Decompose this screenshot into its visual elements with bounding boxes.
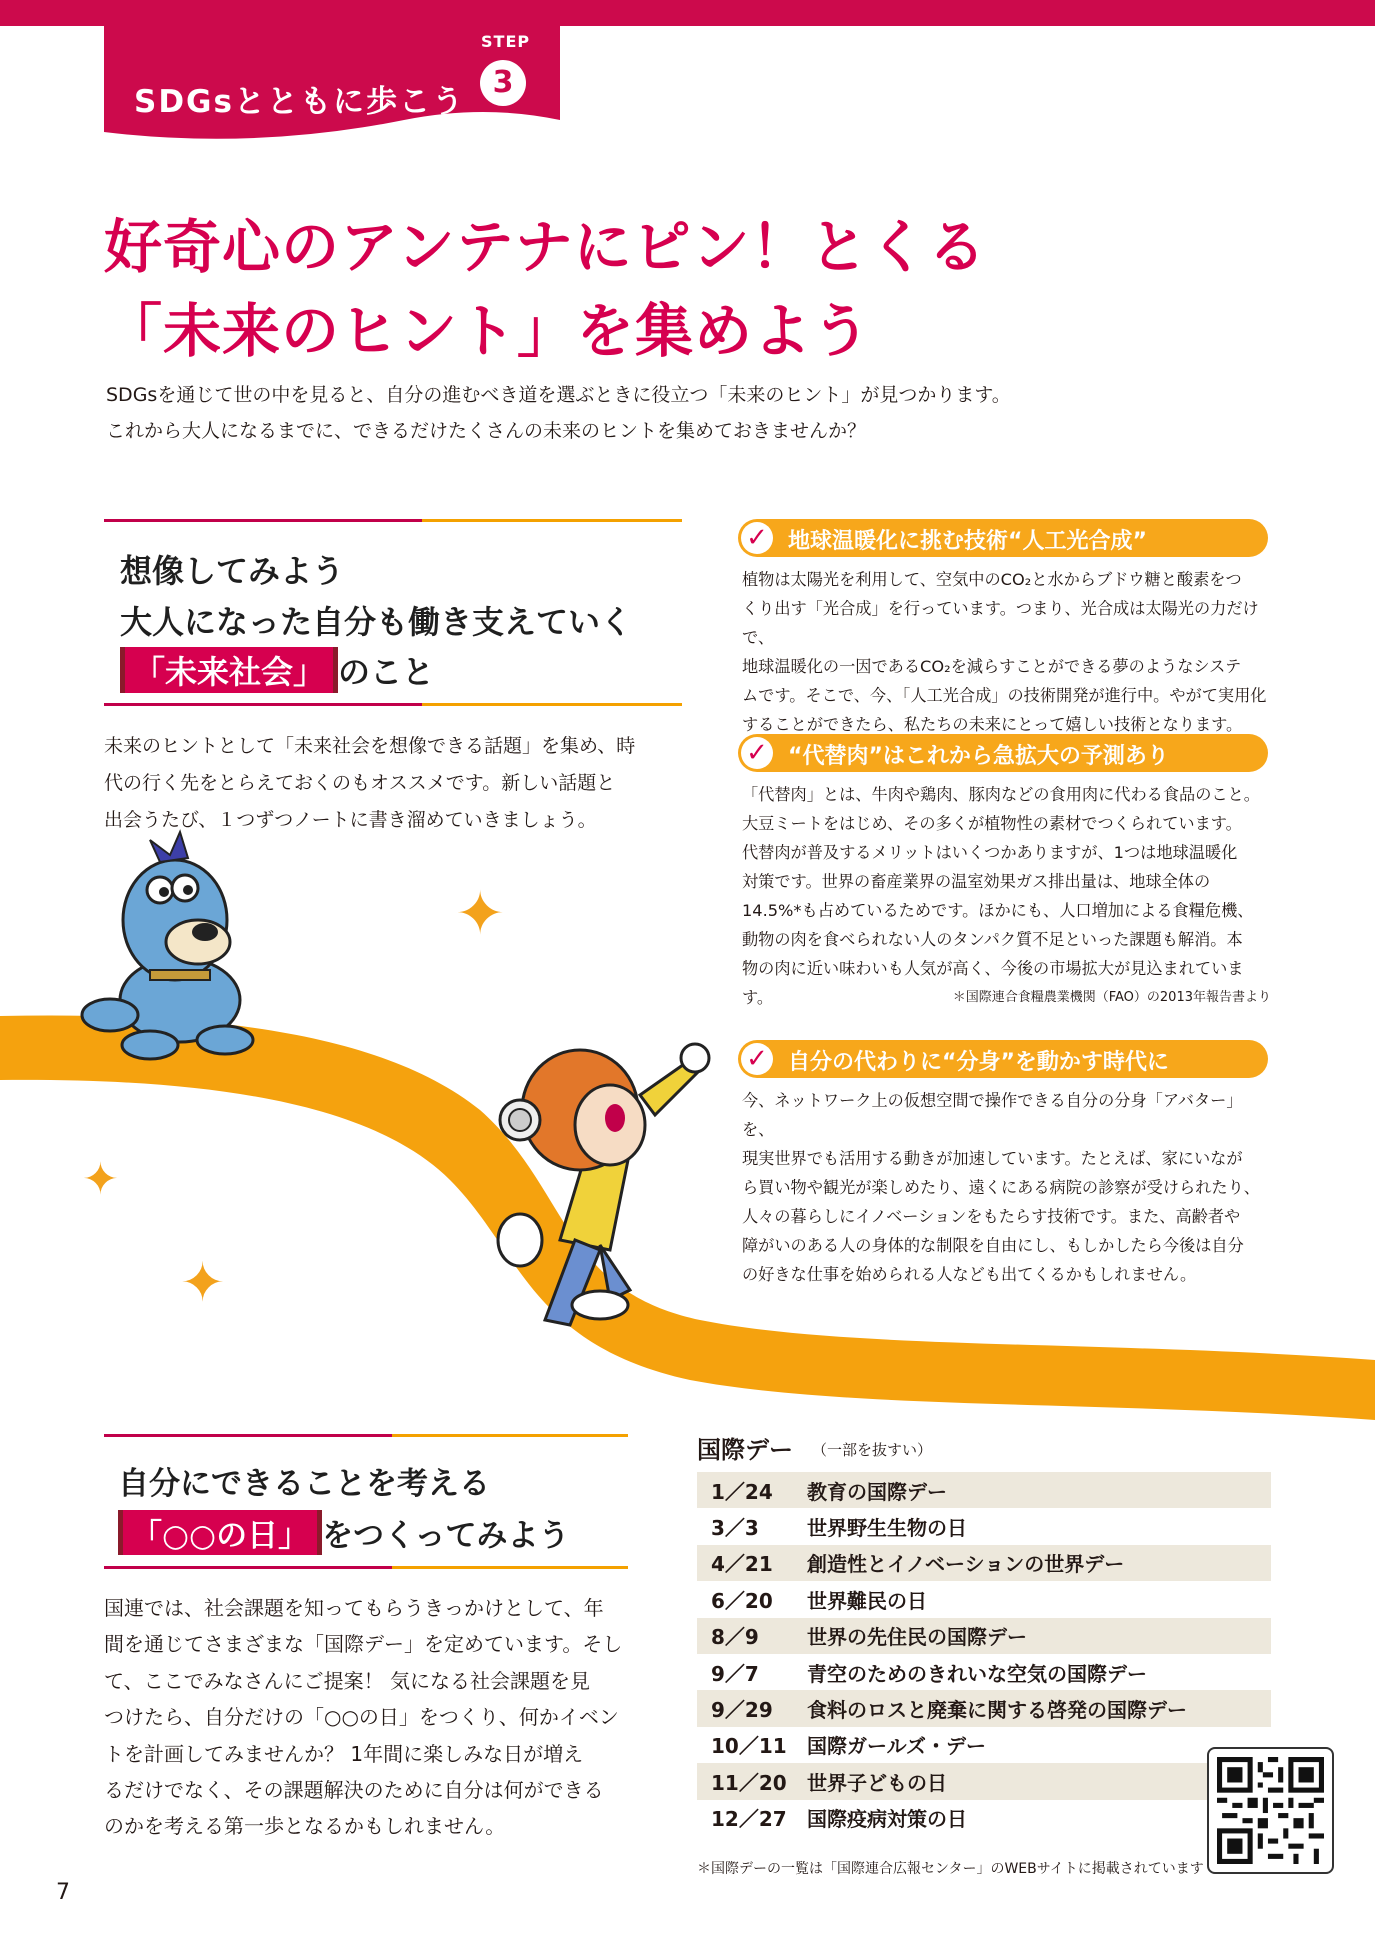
hint-footnote: ＊国際連合食糧農業機関（FAO）の2013年報告書より xyxy=(952,990,1271,1005)
hint-body xyxy=(742,1086,1274,1289)
hint-body xyxy=(742,780,1274,1012)
day-date: 10／11 xyxy=(711,1734,787,1759)
day-name: 創造性とイノベーションの世界デー xyxy=(807,1552,1125,1577)
hint-title-pill xyxy=(738,519,1268,557)
sparkle-icon: ✦ xyxy=(455,879,506,949)
sparkle-icon: ✦ xyxy=(180,1251,226,1314)
hint-line: ら買い物や観光が楽しめたり、遠くにある病院の診察が受けられたり、 xyxy=(742,1178,1260,1197)
hint-line: ムです。そこで、今、「人工光合成」の技術開発が進行中。やがて実用化 xyxy=(742,686,1267,705)
day-name: 世界子どもの日 xyxy=(807,1770,947,1795)
future-heading-line2: 大人になった自分も働き支えていく xyxy=(120,603,633,641)
future-heading-rest: のこと xyxy=(338,653,435,691)
intl-days-subtitle: （一部を抜すい） xyxy=(812,1441,933,1459)
table-row xyxy=(697,1618,1271,1654)
hint-line: 14.5%*も占めているためです。ほかにも、人口増加による食糧危機、 xyxy=(742,901,1254,920)
hint-line: の好きな仕事を始められる人なども出てくるかもしれません。 xyxy=(742,1265,1197,1284)
day-heading-rest: をつくってみよう xyxy=(322,1518,570,1554)
day-name: 国際疫病対策の日 xyxy=(807,1807,967,1832)
day-name: 国際ガールズ・デー xyxy=(807,1734,986,1759)
day-name: 食料のロスと廃棄に関する啓発の国際デー xyxy=(807,1698,1187,1723)
table-row xyxy=(697,1763,1271,1799)
table-row xyxy=(697,1581,1271,1617)
section-rule-day xyxy=(104,1434,628,1437)
day-body-line: 間を通じてさまざまな「国際デー」を定めています。そし xyxy=(104,1632,623,1657)
sparkle-icon: ✦ xyxy=(82,1154,119,1205)
table-row xyxy=(697,1472,1271,1508)
hint-title: 地球温暖化に挑む技術“人工光合成” xyxy=(788,529,1147,554)
section-rule-future xyxy=(104,519,682,522)
hint-line: 現実世界でも活用する動きが加速しています。たとえば、家にいなが xyxy=(742,1149,1243,1168)
step-label: STEP xyxy=(481,32,531,51)
day-highlight: 「○○の日」 xyxy=(118,1510,322,1555)
badge-text: SDGsとともに歩こう xyxy=(134,84,465,120)
table-row xyxy=(697,1800,1271,1836)
day-name: 世界難民の日 xyxy=(807,1588,927,1613)
day-name: 世界の先住民の国際デー xyxy=(807,1625,1027,1650)
intro-line2: これから大人になるまでに、できるだけたくさんの未来のヒントを集めておきませんか？ xyxy=(106,420,867,442)
hint-title-pill xyxy=(738,1040,1268,1078)
day-body-line: て、ここでみなさんにご提案！ 気になる社会課題を見 xyxy=(104,1668,590,1693)
day-body-line: つけたら、自分だけの「○○の日」をつくり、何かイベン xyxy=(104,1705,619,1730)
future-heading-line1: 想像してみよう xyxy=(120,552,345,590)
hint-line: 障がいのある人の身体的な制限を自由にし、もしかしたら今後は自分 xyxy=(742,1236,1244,1255)
section-rule-future-bottom xyxy=(104,703,682,706)
day-date: 1／24 xyxy=(711,1479,773,1504)
table-row xyxy=(697,1508,1271,1544)
day-date: 11／20 xyxy=(711,1770,787,1795)
hint-line: 動物の肉を食べられない人のタンパク質不足といった課題も解消。本 xyxy=(742,930,1243,949)
qr-code[interactable] xyxy=(1207,1747,1334,1874)
hint-line: 代替肉が普及するメリットはいくつかありますが、1つは地球温暖化 xyxy=(742,843,1238,862)
page-title-line1: 好奇心のアンテナにピン！とくる xyxy=(104,213,987,281)
intl-days-title: 国際デー xyxy=(697,1436,793,1464)
intl-days-footnote: ＊国際デーの一覧は「国際連合広報センター」のWEBサイトに掲載されています xyxy=(697,1861,1204,1877)
future-highlight: 「未来社会」 xyxy=(120,647,338,693)
dog-character-illustration xyxy=(82,832,253,1059)
hint-title: 自分の代わりに“分身”を動かす時代に xyxy=(788,1050,1169,1075)
hint-line: 人々の暮らしにイノベーションをもたらす技術です。また、高齢者や xyxy=(742,1207,1241,1226)
checkmark-icon: ✓ xyxy=(741,737,773,769)
intro-line1: SDGsを通じて世の中を見ると、自分の進むべき道を選ぶときに役立つ「未来のヒント」が見つかります。 xyxy=(106,384,1011,406)
day-body-line: 国連では、社会課題を知ってもらうきっかけとして、年 xyxy=(104,1596,604,1620)
day-name: 世界野生生物の日 xyxy=(807,1516,967,1541)
step-number: 3 xyxy=(480,60,526,106)
day-date: 4／21 xyxy=(711,1552,773,1577)
future-body-line: 出会うたび、１つずつノートに書き溜めていきましょう。 xyxy=(104,809,597,831)
hint-line: 植物は太陽光を利用して、空気中のCO₂と水からブドウ糖と酸素をつ xyxy=(742,570,1242,589)
day-date: 3／3 xyxy=(711,1516,759,1541)
hint-line: 地球温暖化の一因であるCO₂を減らすことができる夢のようなシステ xyxy=(742,657,1242,676)
day-heading-line2 xyxy=(118,1510,570,1555)
day-date: 12／27 xyxy=(711,1807,787,1832)
future-body-line: 代の行く先をとらえておくのもオススメです。新しい話題と xyxy=(104,772,616,794)
hint-line: 「代替肉」とは、牛肉や鶏肉、豚肉などの食用肉に代わる食品のこと。 xyxy=(742,785,1260,804)
future-body xyxy=(104,728,684,839)
table-row xyxy=(697,1727,1271,1763)
day-name: 教育の国際デー xyxy=(807,1479,947,1504)
hint-line: 対策です。世界の畜産業界の温室効果ガス排出量は、地球全体の xyxy=(742,872,1211,891)
hint-body xyxy=(742,565,1274,739)
page-number: 7 xyxy=(56,1880,70,1905)
day-body-line: るだけでなく、その課題解決のために自分は何ができる xyxy=(104,1778,604,1803)
future-body-line: 未来のヒントとして「未来社会を想像できる話題」を集め、時 xyxy=(104,735,636,757)
day-date: 8／9 xyxy=(711,1625,759,1650)
day-name: 青空のためのきれいな空気の国際デー xyxy=(807,1661,1147,1686)
hint-line: 今、ネットワーク上の仮想空間で操作できる自分の分身「アバター」を、 xyxy=(742,1091,1243,1139)
future-heading-line3 xyxy=(120,647,434,693)
day-heading-line1: 自分にできることを考える xyxy=(118,1466,490,1502)
hint-title-pill xyxy=(738,734,1268,772)
day-date: 6／20 xyxy=(711,1588,773,1613)
hint-line: くり出す「光合成」を行っています。つまり、光合成は太陽光の力だけで、 xyxy=(742,599,1259,647)
hint-line: することができたら、私たちの未来にとって嬉しい技術となります。 xyxy=(742,715,1243,734)
hint-line: 大豆ミートをはじめ、その多くが植物性の素材でつくられています。 xyxy=(742,814,1242,833)
day-body-line: のかを考える第一歩となるかもしれません。 xyxy=(104,1814,506,1839)
intl-days-table xyxy=(697,1472,1271,1836)
hint-title: “代替肉”はこれから急拡大の予測あり xyxy=(788,744,1169,769)
page-title-highlight: 「未来のヒント」 xyxy=(104,297,577,365)
day-date: 9／29 xyxy=(711,1698,773,1723)
day-body-line: トを計画してみませんか？ 1年間に楽しみな日が増え xyxy=(104,1741,584,1766)
day-date: 9／7 xyxy=(711,1661,759,1686)
page-title-rest: を集めよう xyxy=(576,297,872,365)
table-row xyxy=(697,1690,1271,1726)
day-body xyxy=(104,1590,634,1845)
checkmark-icon: ✓ xyxy=(741,522,773,554)
table-row xyxy=(697,1654,1271,1690)
table-row xyxy=(697,1545,1271,1581)
hint-line: 物の肉に近い味わいも人気が高く、今後の市場拡大が見込まれています。 xyxy=(742,959,1244,1007)
section-rule-day-bottom xyxy=(104,1566,628,1569)
qr-code-icon xyxy=(1217,1757,1324,1864)
checkmark-icon: ✓ xyxy=(741,1043,773,1075)
